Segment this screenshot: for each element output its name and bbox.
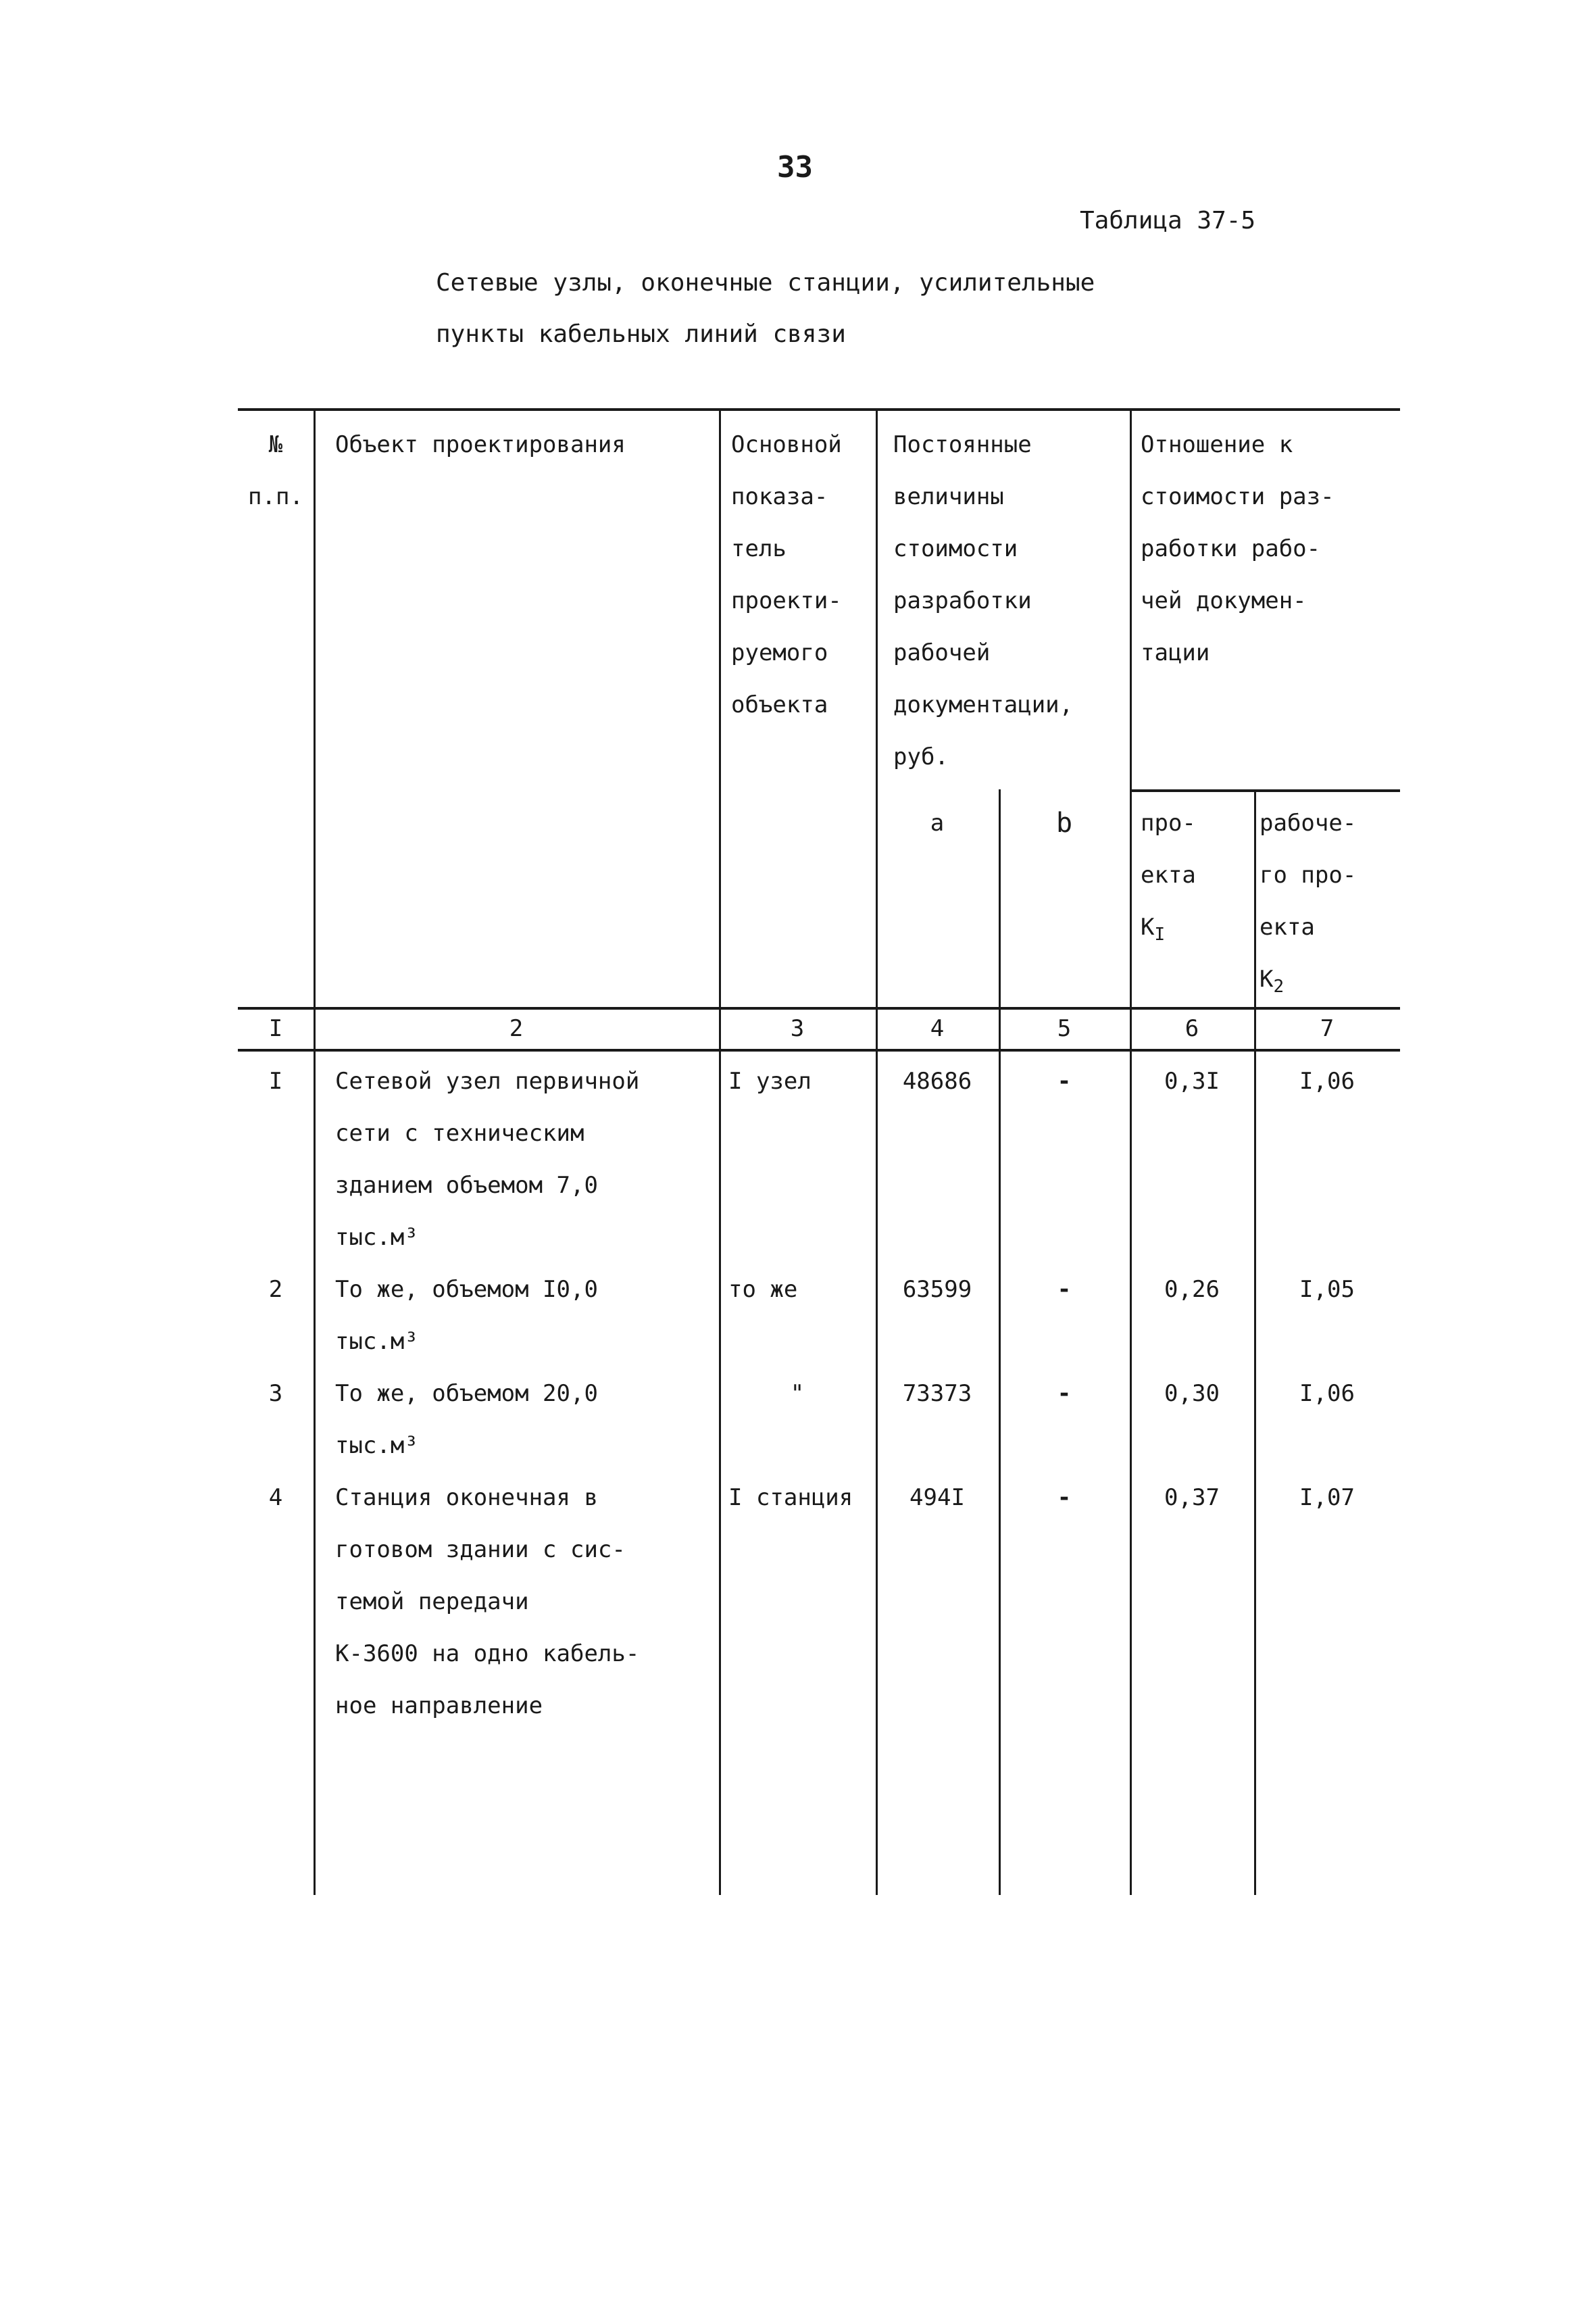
row-number: I [268,1068,283,1095]
row-object [335,1056,639,1264]
header-col-ratio [1141,419,1335,679]
object-line: тыс.м³ [335,1224,418,1251]
rule-sub-header [1130,789,1400,792]
rule-top [238,408,1400,411]
subheader-k2 [1260,797,1356,1006]
object-line: темой передачи [335,1588,529,1615]
k-letter: K [1260,966,1274,993]
header-col-indicator [731,419,842,731]
header-line: рабочей [893,639,991,666]
row-indicator: " [790,1380,805,1407]
rule-col-1 [314,408,316,1895]
row-value-b: - [1057,1484,1072,1511]
table-title-line-2: пункты кабельных линий связи [436,320,846,348]
subheader-line: го про- [1260,862,1357,889]
row-value-a: 63599 [902,1276,972,1303]
object-line: тыс.м³ [335,1328,418,1355]
object-line: тыс.м³ [335,1432,418,1459]
header-line: документации, [893,691,1074,718]
header-line: тель [731,535,787,562]
colnum-5: 5 [1057,1015,1072,1042]
row-value-b: - [1057,1068,1072,1095]
header-line: Отношение к [1141,431,1293,458]
row-k2: I,06 [1299,1380,1355,1407]
object-line: зданием объемом 7,0 [335,1172,598,1199]
row-object [335,1472,639,1732]
object-line: готовом здании с сис- [335,1536,626,1563]
rule-col-6 [1254,789,1256,1895]
object-line: То же, объемом I0,0 [335,1276,598,1303]
row-indicator: I станция [728,1484,853,1511]
header-col-number [238,419,314,523]
header-line: Основной [731,431,842,458]
object-line: К-3600 на одно кабель- [335,1640,640,1667]
colnum-4: 4 [930,1015,945,1042]
rule-col-3 [876,408,878,1895]
subheader-k1 [1141,797,1196,954]
header-line: стоимости раз- [1141,483,1335,510]
rule-col-2 [719,408,721,1895]
colnum-7: 7 [1320,1015,1335,1042]
row-k1: 0,26 [1164,1276,1220,1303]
header-col-number-line: № [268,431,283,458]
k-subscript: 2 [1273,976,1285,997]
row-k2: I,06 [1299,1068,1355,1095]
subheader-line: екта [1260,914,1315,941]
object-line: То же, объемом 20,0 [335,1380,598,1407]
subheader-line: екта [1141,862,1196,889]
row-value-a: 494I [909,1484,965,1511]
k-letter: K [1141,914,1155,941]
subheader-a: a [930,810,945,837]
row-object [335,1368,598,1472]
row-value-b: - [1057,1380,1072,1407]
row-value-a: 48686 [902,1068,972,1095]
header-line: руб. [893,743,949,770]
subheader-b: b [1055,808,1073,839]
row-k2: I,07 [1299,1484,1355,1511]
colnum-6: 6 [1184,1015,1199,1042]
object-line: ное направление [335,1692,543,1719]
table-title-line-1: Сетевые узлы, оконечные станции, усилительные [436,269,1095,297]
header-col-object: Объект проектирования [335,431,626,458]
object-line: Станция оконечная в [335,1484,598,1511]
rule-col-4 [999,789,1001,1895]
row-number: 4 [268,1484,283,1511]
row-indicator: I узел [728,1068,812,1095]
header-line: тации [1141,639,1210,666]
row-value-b: - [1057,1276,1072,1303]
subheader-k2-symbol [1260,954,1356,1006]
row-value-a: 73373 [902,1380,972,1407]
header-line: объекта [731,691,828,718]
header-line: работки рабо- [1141,535,1321,562]
object-line: сети с техническим [335,1120,584,1147]
page-number: 33 [777,150,813,184]
k-subscript: I [1154,924,1166,945]
row-k1: 0,37 [1164,1484,1220,1511]
row-number: 2 [268,1276,283,1303]
colnum-3: 3 [790,1015,805,1042]
header-line: руемого [731,639,828,666]
header-line: Постоянные [893,431,1032,458]
rule-col-5 [1130,408,1132,1895]
table-label: Таблица 37-5 [1080,207,1256,235]
header-line: проекти- [731,587,842,614]
header-line: чей докумен- [1141,587,1307,614]
row-indicator: то же [728,1276,798,1303]
row-number: 3 [268,1380,283,1407]
row-k1: 0,3I [1164,1068,1220,1095]
colnum-1: I [268,1015,283,1042]
row-object [335,1264,598,1368]
header-line: величины [893,483,1004,510]
subheader-line: про- [1141,810,1196,837]
subheader-k1-symbol [1141,902,1196,954]
colnum-2: 2 [509,1015,524,1042]
header-col-number-line: п.п. [248,483,303,510]
header-line: стоимости [893,535,1018,562]
header-line: разработки [893,587,1032,614]
row-k2: I,05 [1299,1276,1355,1303]
header-col-constants [893,419,1073,783]
row-k1: 0,30 [1164,1380,1220,1407]
subheader-line: рабоче- [1260,810,1357,837]
header-line: показа- [731,483,828,510]
object-line: Сетевой узел первичной [335,1068,640,1095]
